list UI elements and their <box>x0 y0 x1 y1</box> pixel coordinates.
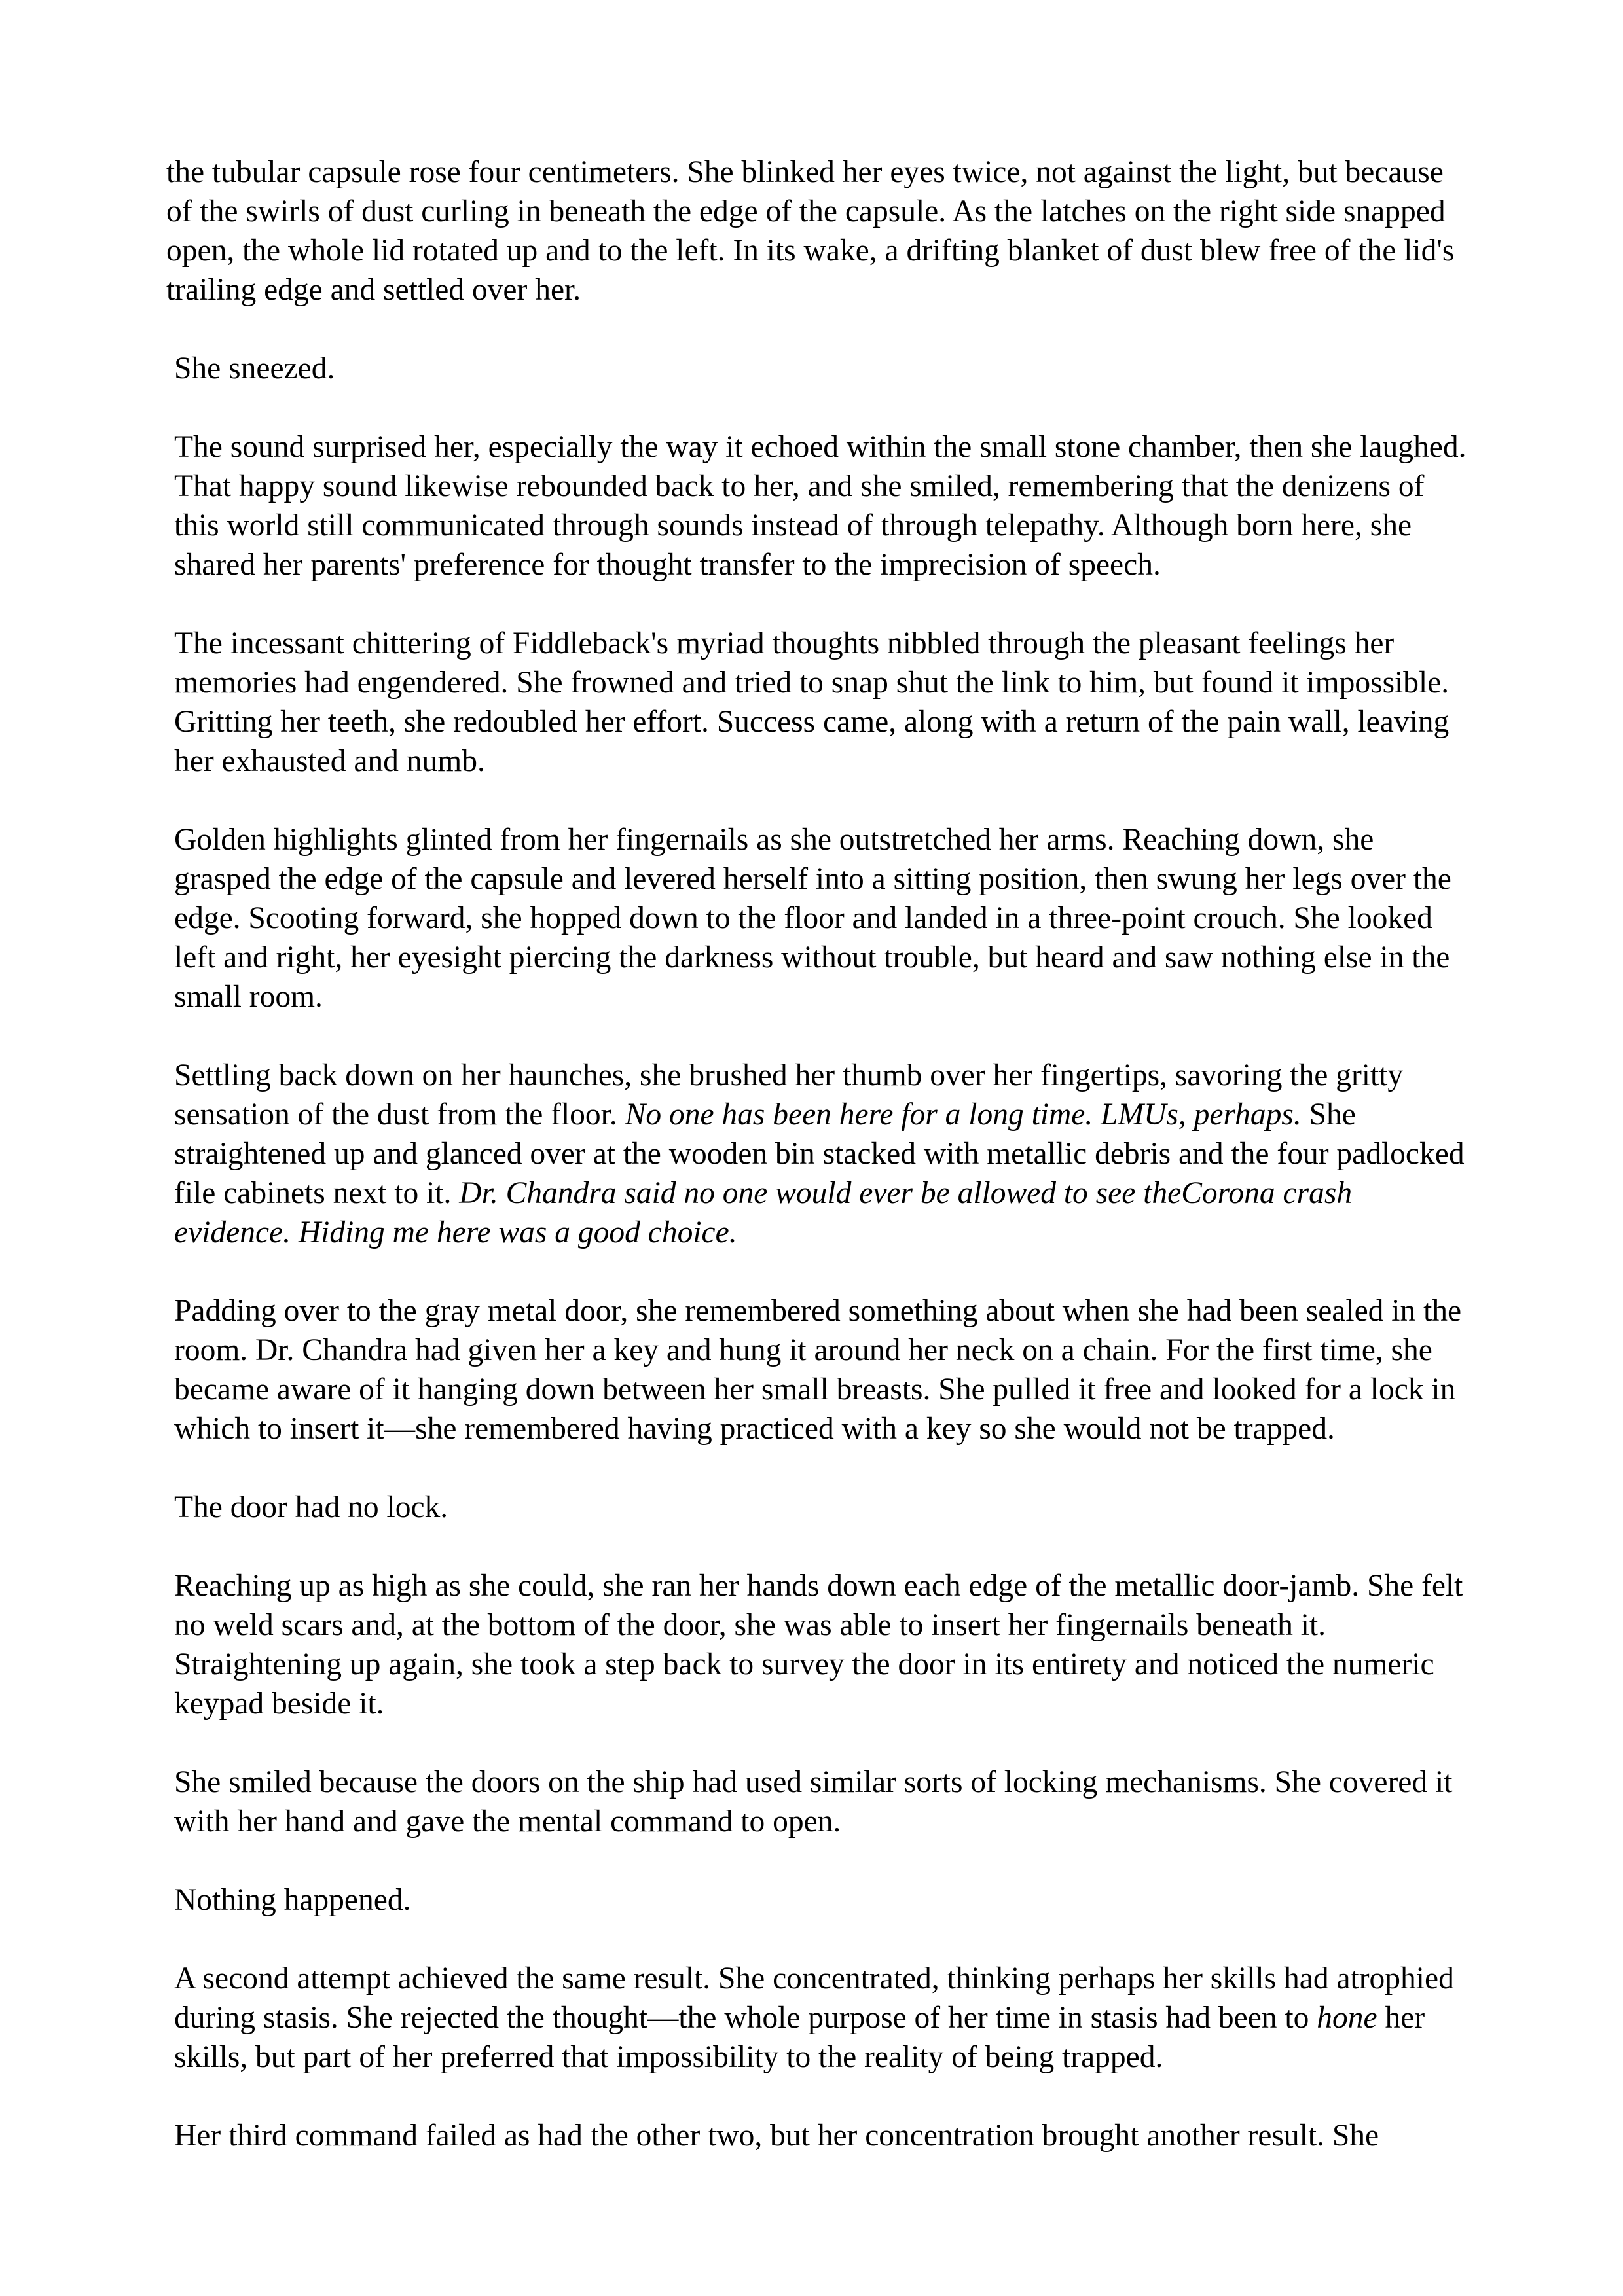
paragraph-capsule-opens <box>166 152 1476 310</box>
paragraph-second-attempt <box>166 1959 1476 2077</box>
paragraph-laugh <box>166 427 1476 584</box>
paragraph-exit-capsule <box>166 820 1476 1016</box>
paragraph-thought-italic: Dr. Chandra said no one would ever be allowed to see theCorona crash evidence. Hiding me here was a good choice. <box>174 1176 1353 1249</box>
paragraph-nothing-happened <box>166 1880 1476 1920</box>
paragraph-text: Reaching up as high as she could, she ran her hands down each edge of the metallic door-jamb. She felt no weld scars and, at the bottom of the door, she was able to insert her fingernails beneath it. Straightening up again, she took a step back to survey the door in its entirety and noticed the numeric keypad beside it. <box>174 1569 1463 1721</box>
paragraph-text: her skills, but part of her preferred that impossibility to the reality of being trapped. <box>174 2001 1425 2074</box>
document-page <box>166 152 1476 2155</box>
paragraph-emphasis-italic: hone <box>1317 2001 1377 2035</box>
paragraph-text: Settling back down on her haunches, she brushed her thumb over her fingertips, savoring the gritty sensation of the dust from the floor. <box>174 1058 1404 1132</box>
paragraph-text: She sneezed. <box>174 351 335 386</box>
paragraph-text: Padding over to the gray metal door, she remembered something about when she had been sealed in the room. Dr. Chandra had given her a key and hung it around her neck on a chain. For the first time, she became aware of it hanging down between her small breasts. She pulled it free and looked for a lock in which to insert it—she remembered having practiced with a key so she would not be trapped. <box>174 1294 1462 1446</box>
paragraph-text: Golden highlights glinted from her fingernails as she outstretched her arms. Reaching down, she grasped the edge of the capsule and levered herself into a sitting position, then swung her legs over the edge. Scooting forward, she hopped down to the floor and landed in a three-point crouch. She looked left and right, her eyesight piercing the darkness without trouble, but heard and saw nothing else in the small room. <box>174 823 1451 1014</box>
paragraph-text: The sound surprised her, especially the way it echoed within the small stone chamber, then she laughed. That happy sound likewise rebounded back to her, and she smiled, remembering that the denizens of this world still communicated through sounds instead of through telepathy. Although born here, she shared her parents' preference for thought transfer to the imprecision of speech. <box>174 430 1467 582</box>
paragraph-key <box>166 1291 1476 1448</box>
paragraph-no-lock <box>166 1488 1476 1527</box>
paragraph-text: A second attempt achieved the same result. She concentrated, thinking perhaps her skills had atrophied during stasis. She rejected the thought—the whole purpose of her time in stasis had been to <box>174 1962 1454 2035</box>
paragraph-sneeze <box>166 349 1476 388</box>
paragraph-text: She smiled because the doors on the ship had used similar sorts of locking mechanisms. She covered it with her hand and gave the mental command to open. <box>174 1765 1453 1839</box>
paragraph-text: The door had no lock. <box>174 1490 448 1524</box>
paragraph-third-command <box>166 2116 1476 2155</box>
paragraph-text: She straightened up and glanced over at the wooden bin stacked with metallic debris and the four padlocked file cabinets next to it. <box>174 1098 1465 1210</box>
paragraph-text: the tubular capsule rose four centimeters. She blinked her eyes twice, not against the light, but because of the swirls of dust curling in beneath the edge of the capsule. As the latches on the right side snapped open, the whole lid rotated up and to the left. In its wake, a drifting blanket of dust blew free of the lid's trailing edge and settled over her. <box>166 155 1455 307</box>
paragraph-text: Nothing happened. <box>174 1883 411 1917</box>
paragraph-thought-italic: No one has been here for a long time. LMUs, perhaps. <box>625 1098 1302 1132</box>
paragraph-dust-floor <box>166 1056 1476 1252</box>
paragraph-text: Her third command failed as had the other two, but her concentration brought another result. She <box>174 2119 1379 2153</box>
paragraph-text: The incessant chittering of Fiddleback's myriad thoughts nibbled through the pleasant feelings her memories had engendered. She frowned and tried to snap shut the link to him, but found it impossible. Gritting her teeth, she redoubled her effort. Success came, along with a return of the pain wall, leaving her exhausted and numb. <box>174 626 1450 778</box>
paragraph-keypad <box>166 1763 1476 1841</box>
paragraph-door-jamb <box>166 1566 1476 1723</box>
paragraph-fiddleback <box>166 624 1476 781</box>
